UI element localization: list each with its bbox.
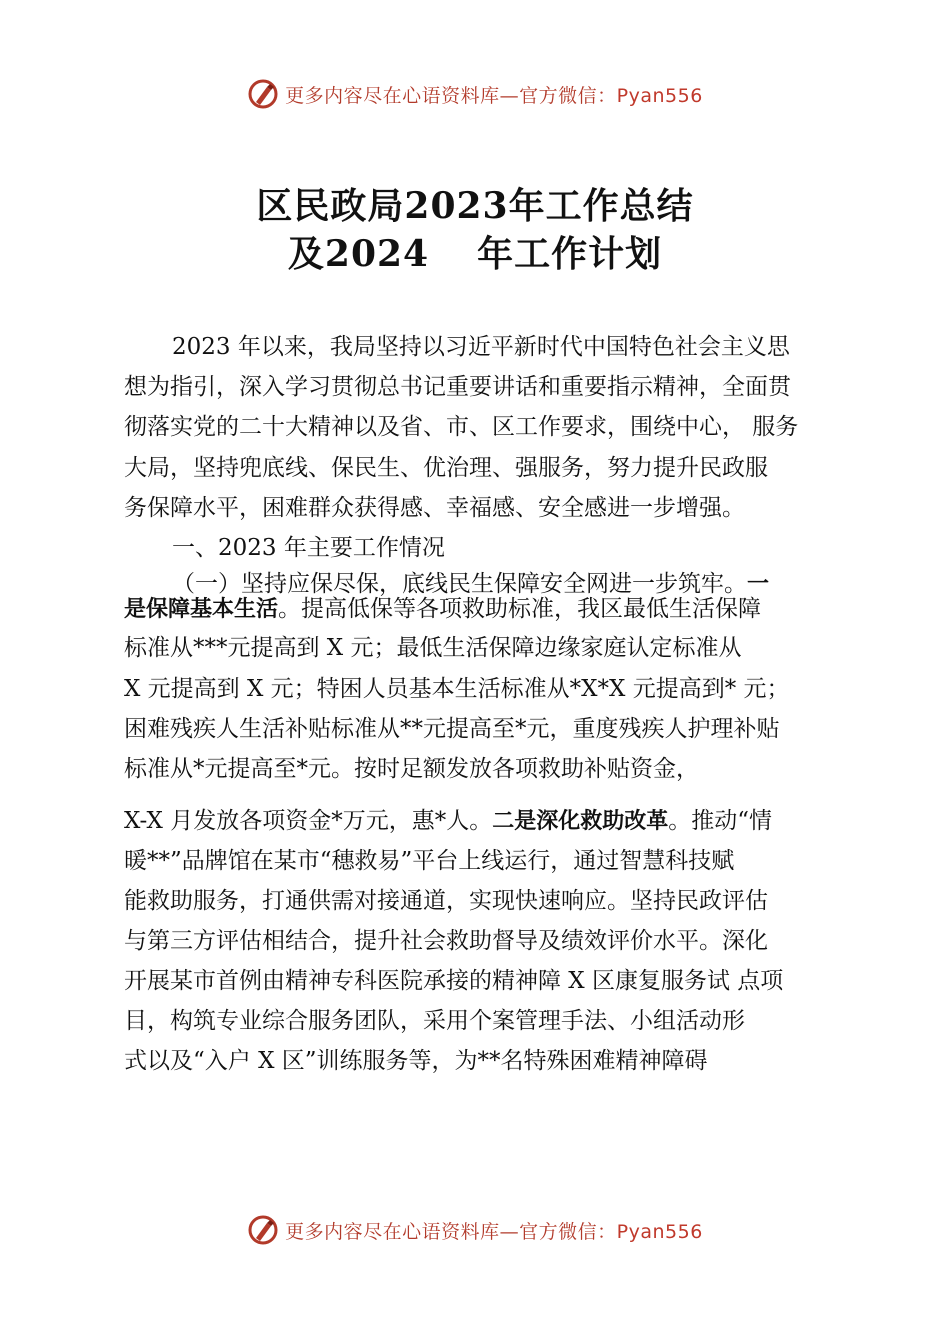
body-line: 暖**”品牌馆在某市“穗救易”平台上线运行，通过智慧科技赋 bbox=[124, 848, 735, 874]
body-line: 与第三方评估相结合，提升社会救助督导及绩效评价水平。深化 bbox=[124, 928, 768, 954]
body-line: 想为指引，深入学习贯彻总书记重要讲话和重要指示精神，全面贯 bbox=[124, 374, 791, 400]
watermark-text: 更多内容尽在心语资料库—官方微信：Pyan556 bbox=[285, 1220, 703, 1243]
body-line: 标准从***元提高到 X 元；最低生活保障边缘家庭认定标准从 bbox=[124, 635, 742, 661]
emphasis-text: 是保障基本生活 bbox=[124, 597, 279, 622]
subsection-heading: （一）坚持应保尽保，底线民生保障安全网进一步筑牢。一 bbox=[172, 571, 770, 597]
emphasis-text: 二是深化救助改革 bbox=[492, 809, 669, 834]
body-line: 式以及“入户 X 区”训练服务等，为**名特殊困难精神障碍 bbox=[124, 1048, 708, 1074]
document-title-line2: 及2024 年工作计划 bbox=[287, 233, 663, 275]
body-line: 大局，坚持兜底线、保民生、优治理、强服务，努力提升民政服 bbox=[124, 455, 768, 481]
body-line: 彻落实党的二十大精神以及省、市、区工作要求，围绕中心， 服务 bbox=[124, 414, 799, 440]
body-line: 务保障水平，困难群众获得感、幸福感、安全感进一步增强。 bbox=[124, 495, 745, 521]
fountain-pen-logo-icon bbox=[247, 1214, 279, 1246]
body-line: X 元提高到 X 元；特困人员基本生活标准从*X*X 元提高到* 元； bbox=[124, 676, 790, 702]
section-heading: 一、2023 年主要工作情况 bbox=[172, 535, 445, 561]
body-line: 困难残疾人生活补贴标准从**元提高至*元，重度残疾人护理补贴 bbox=[124, 716, 780, 742]
body-line: 标准从*元提高至*元。按时足额发放各项救助补贴资金， bbox=[124, 756, 699, 782]
body-line: 目，构筑专业综合服务团队，采用个案管理手法、小组活动形 bbox=[124, 1008, 745, 1034]
body-line: 是保障基本生活。提高低保等各项救助标准，我区最低生活保障 bbox=[124, 596, 762, 622]
body-line: 能救助服务，打通供需对接通道，实现快速响应。坚持民政评估 bbox=[124, 888, 768, 914]
footer-watermark bbox=[0, 1210, 950, 1250]
watermark-wechat-id: Pyan556 bbox=[616, 1220, 703, 1243]
header-watermark bbox=[0, 74, 950, 114]
watermark-text: 更多内容尽在心语资料库—官方微信：Pyan556 bbox=[285, 84, 703, 107]
body-line: 开展某市首例由精神专科医院承接的精神障 X 区康复服务试 点项 bbox=[124, 968, 784, 994]
document-title-line1: 区民政局2023年工作总结 bbox=[256, 185, 694, 227]
fountain-pen-logo-icon bbox=[247, 78, 279, 110]
body-line: 2023 年以来，我局坚持以习近平新时代中国特色社会主义思 bbox=[172, 334, 790, 360]
body-line: X-X 月发放各项资金*万元，惠*人。二是深化救助改革。推动“情 bbox=[124, 808, 772, 834]
watermark-wechat-id: Pyan556 bbox=[616, 84, 703, 107]
